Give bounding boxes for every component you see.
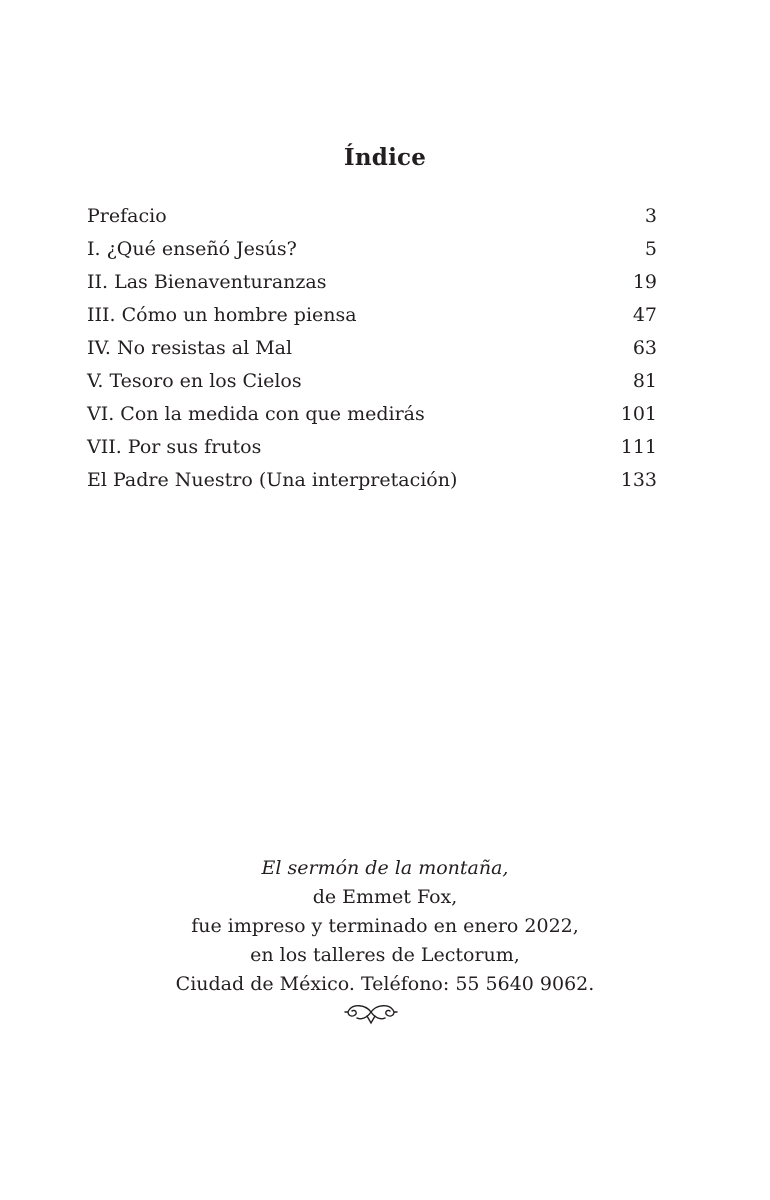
toc-entry-chapter-1 [87, 235, 657, 268]
toc-entry-chapter-7 [87, 433, 657, 466]
colophon-author: de Emmet Fox, [312, 886, 458, 908]
toc-entry-chapter-5 [87, 367, 657, 400]
toc-entry-label: VI. Con la medida con que medirás [87, 403, 425, 425]
toc-entry-chapter-3 [87, 301, 657, 334]
toc-entry-page: 101 [620, 403, 657, 425]
colophon-book-title: El sermón de la montaña, [261, 857, 509, 879]
colophon-printing-date: fue impreso y terminado en enero 2022, [191, 915, 579, 937]
toc-entry-label: III. Cómo un hombre piensa [87, 304, 357, 326]
toc-entry-page: 111 [620, 436, 657, 458]
toc-entry-prefacio [87, 202, 657, 235]
toc-entry-page: 81 [632, 370, 657, 392]
toc-entry-label: I. ¿Qué enseñó Jesús? [87, 238, 297, 260]
table-of-contents [87, 202, 657, 499]
toc-entry-page: 133 [620, 469, 657, 491]
toc-entry-page: 63 [632, 337, 657, 359]
colophon-location-phone: Ciudad de México. Teléfono: 55 5640 9062. [175, 973, 595, 995]
toc-entry-page: 47 [632, 304, 657, 326]
toc-entry-page: 19 [632, 271, 657, 293]
toc-entry-padre-nuestro [87, 466, 657, 499]
toc-entry-label: VII. Por sus frutos [87, 436, 262, 458]
toc-entry-label: IV. No resistas al Mal [87, 337, 293, 359]
toc-entry-chapter-6 [87, 400, 657, 433]
colophon-printer: en los talleres de Lectorum, [250, 944, 520, 966]
toc-entry-page: 5 [644, 238, 657, 260]
index-title: Índice [343, 144, 427, 171]
toc-entry-label: Prefacio [87, 205, 167, 227]
toc-entry-label: El Padre Nuestro (Una interpretación) [87, 469, 458, 491]
colophon [0, 854, 770, 999]
flourish-ornament-icon [343, 998, 399, 1026]
toc-entry-chapter-2 [87, 268, 657, 301]
toc-entry-chapter-4 [87, 334, 657, 367]
toc-entry-page: 3 [644, 205, 657, 227]
toc-entry-label: V. Tesoro en los Cielos [87, 370, 302, 392]
toc-entry-label: II. Las Bienaventuranzas [87, 271, 327, 293]
